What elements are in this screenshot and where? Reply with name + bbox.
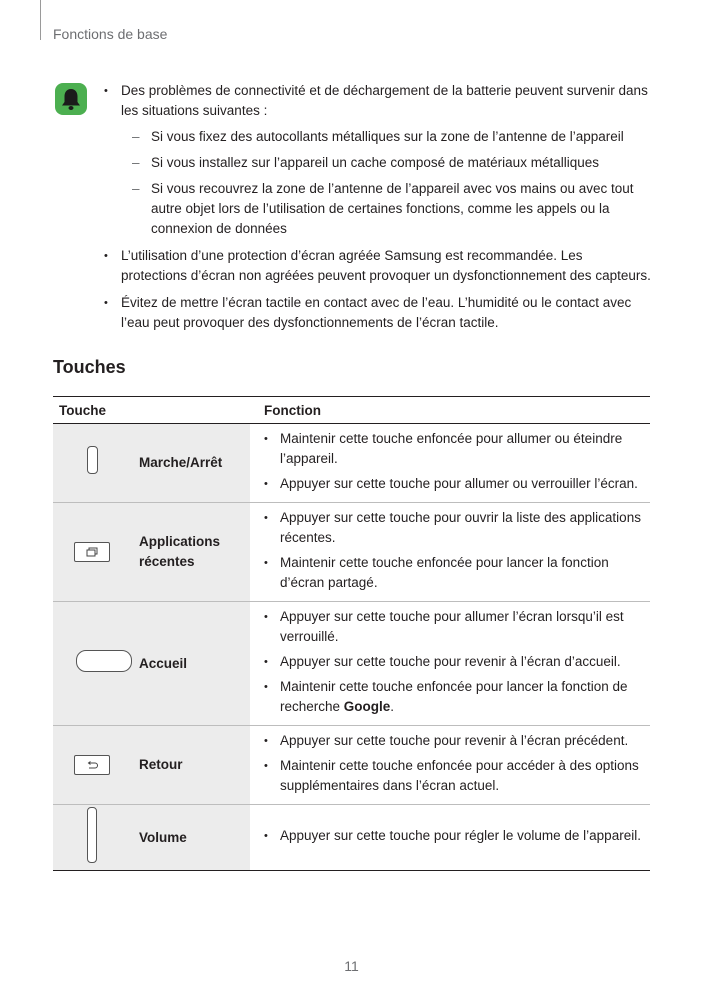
power-key-icon [87,446,98,474]
key-image-cell [53,503,131,602]
key-name: Accueil [131,602,250,726]
table-header-row [53,397,650,424]
volume-key-icon [87,807,97,863]
key-name: Applications récentes [131,503,250,602]
home-key-icon [76,650,132,672]
note-bullet [104,81,652,239]
section-title: Touches [53,357,126,377]
recent-apps-icon [74,542,110,562]
table-row [53,726,650,805]
function-item: • Appuyer sur cette touche pour revenir à l’écran précédent. [264,731,650,751]
keys-table [53,396,650,871]
key-name: Retour [131,726,250,805]
key-functions [250,503,650,602]
google-label: Google [343,699,391,714]
note-subitem: – Si vous fixez des autocollants métalliques sur la zone de l’antenne de l’appareil [121,127,652,147]
function-item: • Appuyer sur cette touche pour allumer l’écran lorsqu’il est verrouillé. [264,607,650,647]
key-functions [250,424,650,503]
function-item: • Appuyer sur cette touche pour ouvrir la liste des applications récentes. [264,508,650,548]
note-subitem: – Si vous recouvrez la zone de l’antenne de l’appareil avec vos mains ou avec tout autre objet lors de l’utilisation de certaines fonctions, comme les appels ou la connexion de données [121,179,652,239]
note-bullet-text: Des problèmes de connectivité et de déchargement de la batterie peuvent survenir dans les situations suivantes : [121,83,648,118]
function-item [264,677,650,717]
note-list [104,81,652,340]
key-functions [250,726,650,805]
key-functions [250,805,650,871]
key-image-cell [53,602,131,726]
header-rule [40,0,41,40]
column-header-function: Fonction [250,397,650,424]
bell-icon [55,83,87,115]
function-item: • Maintenir cette touche enfoncée pour lancer la fonction d’écran partagé. [264,553,650,593]
function-item: • Maintenir cette touche enfoncée pour allumer ou éteindre l’appareil. [264,429,650,469]
page-number: 11 [344,958,359,974]
function-item: • Appuyer sur cette touche pour régler le volume de l’appareil. [264,826,650,846]
key-functions [250,602,650,726]
running-header: Fonctions de base [53,26,168,42]
key-image-cell [53,424,131,503]
note-subitem: – Si vous installez sur l’appareil un cache composé de matériaux métalliques [121,153,652,173]
key-name: Marche/Arrêt [131,424,250,503]
function-text: Maintenir cette touche enfoncée pour lancer la fonction de recherche [280,679,628,714]
function-item: • Maintenir cette touche enfoncée pour accéder à des options supplémentaires dans l’écran actuel. [264,756,650,796]
function-text: . [390,699,395,714]
note-bullet: • L’utilisation d’une protection d’écran agréée Samsung est recommandée. Les protections d’écran non agréées peuvent provoquer un dysfonctionnement des capteurs. [104,246,652,286]
key-image-cell [53,726,131,805]
note-bullet: • Évitez de mettre l’écran tactile en contact avec de l’eau. L’humidité ou le contact avec l’eau peut provoquer des dysfonctionnements de l’écran tactile. [104,293,652,333]
table-row [53,503,650,602]
table-row [53,602,650,726]
column-header-key: Touche [53,397,250,424]
function-item: • Appuyer sur cette touche pour allumer ou verrouiller l’écran. [264,474,650,494]
key-name: Volume [131,805,250,871]
function-item: • Appuyer sur cette touche pour revenir à l’écran d’accueil. [264,652,650,672]
table-row [53,805,650,871]
key-image-cell [53,805,131,871]
table-row [53,424,650,503]
note-sublist [121,127,652,239]
back-key-icon [74,755,110,775]
